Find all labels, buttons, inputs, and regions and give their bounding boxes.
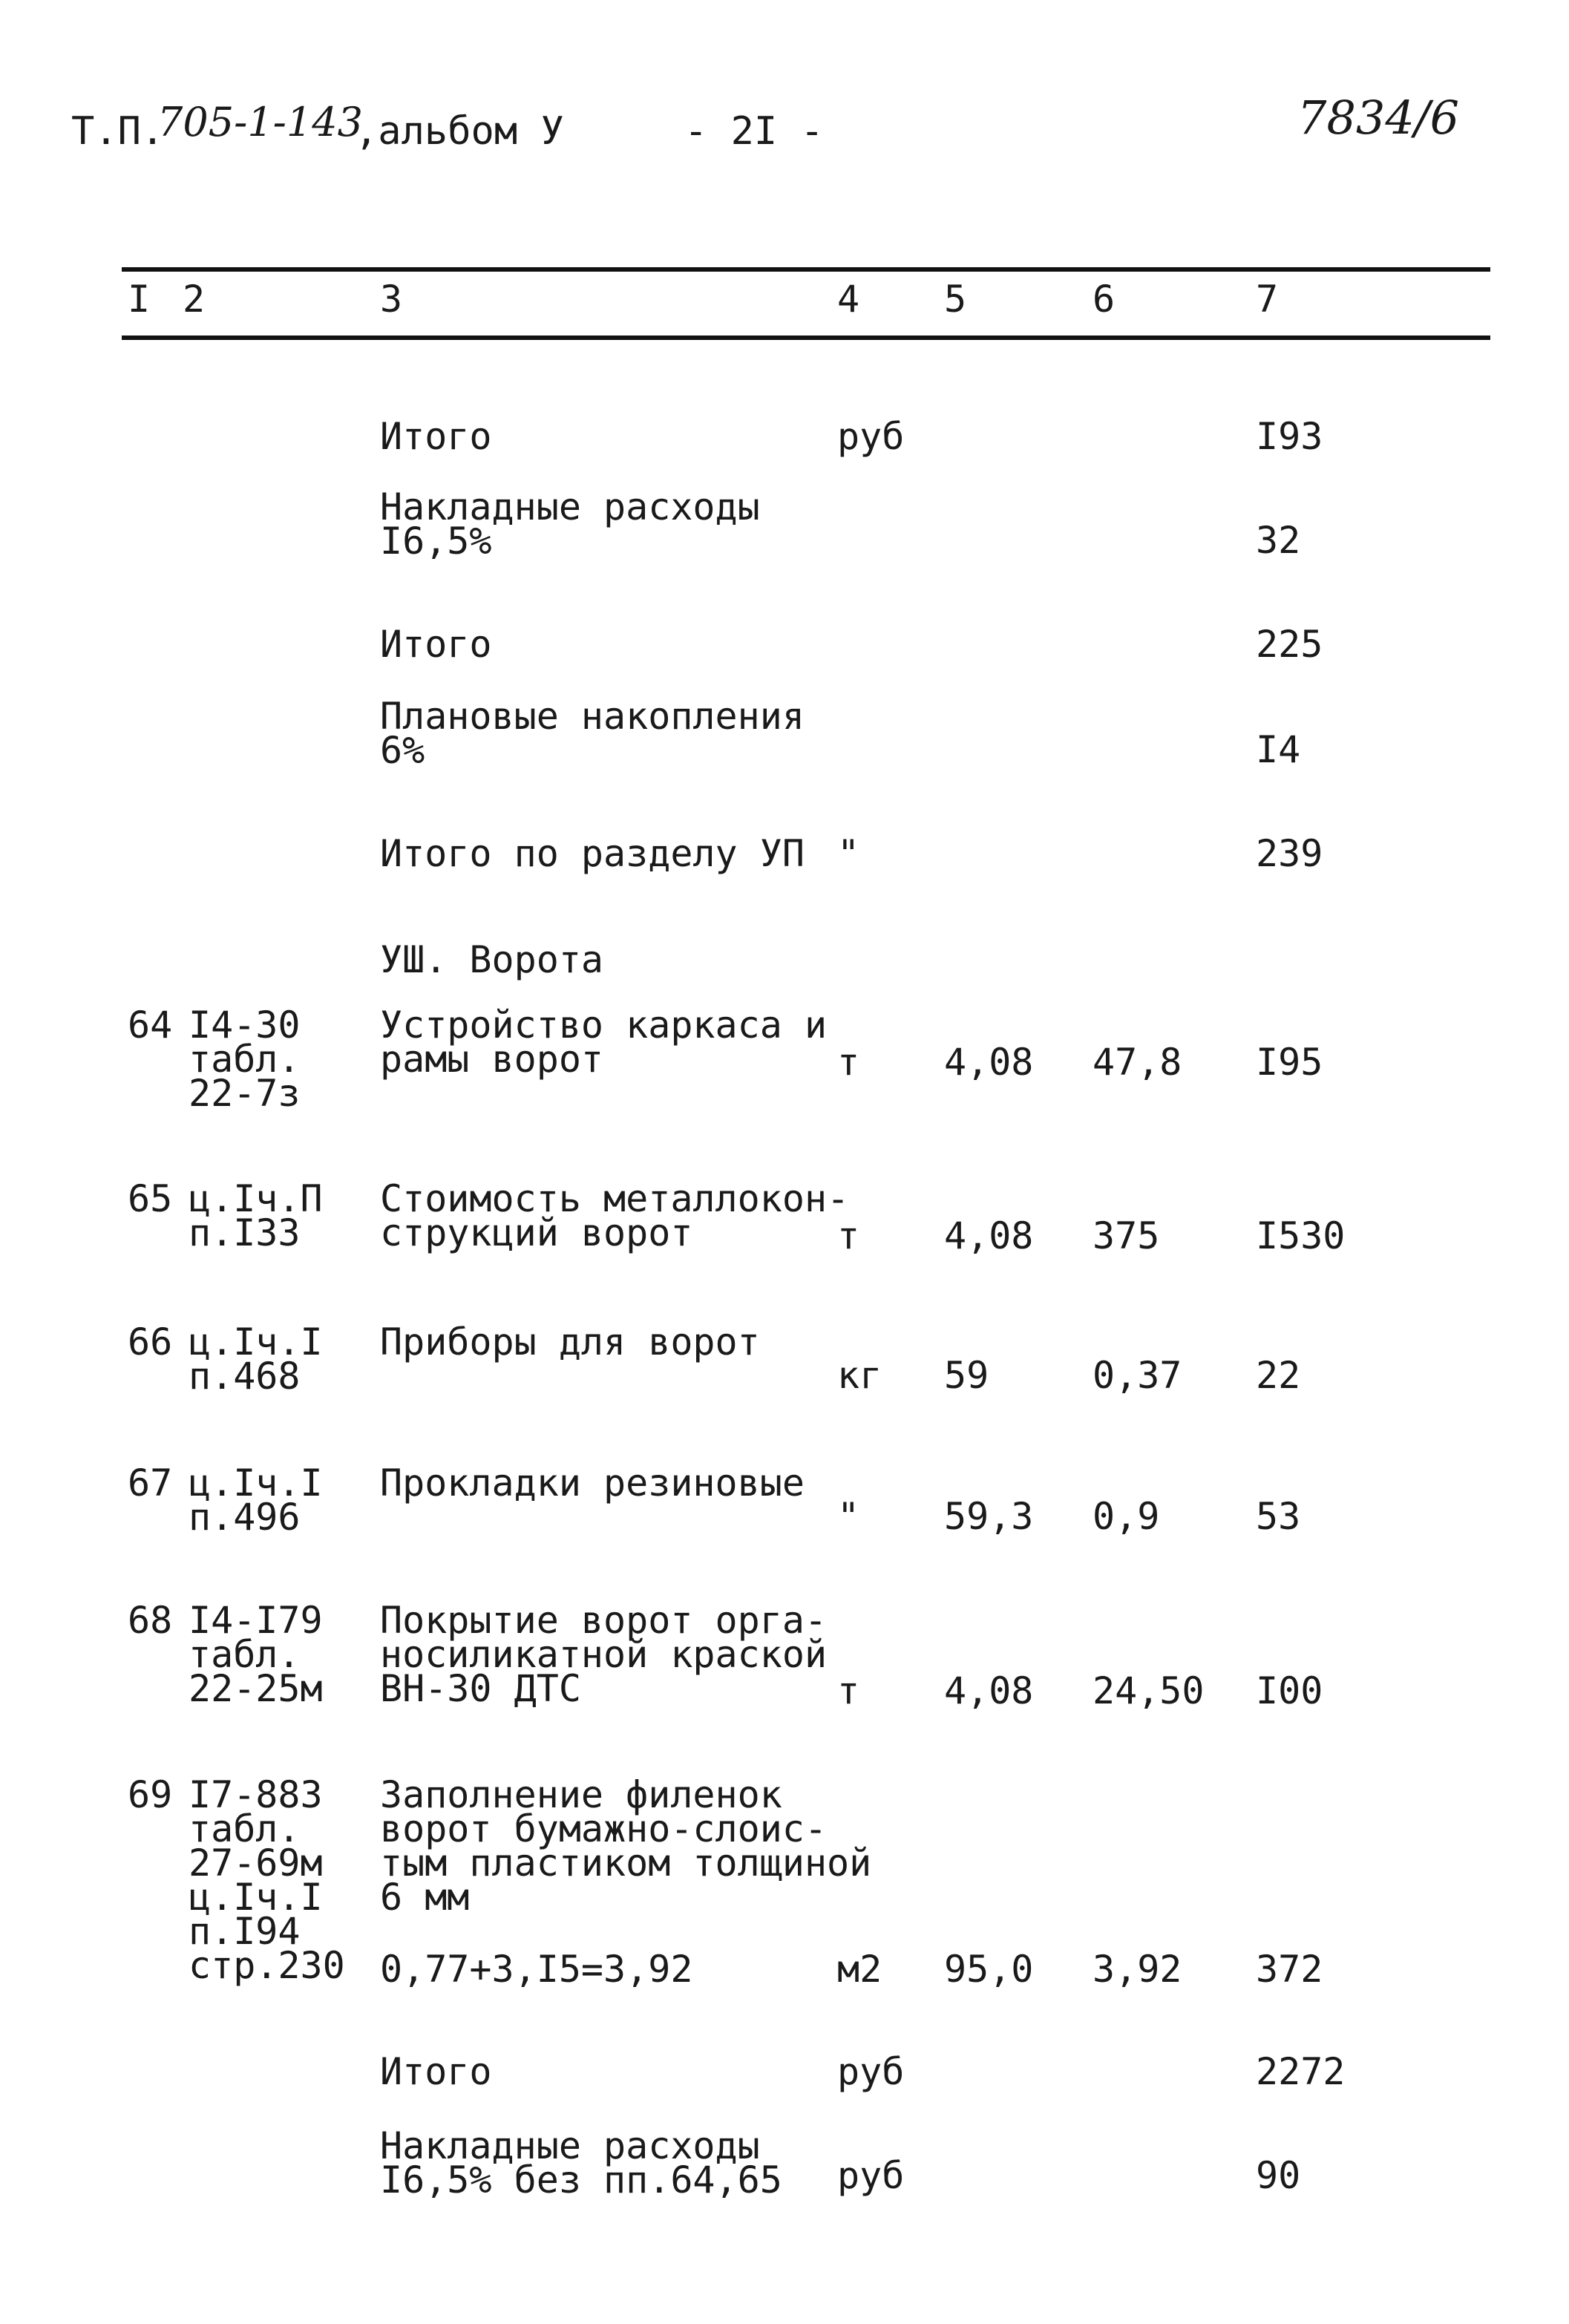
table-cell-name: Приборы для ворот [380, 1320, 760, 1364]
table-cell-name: Заполнение филенок ворот бумажно-слоис- тым пластиком толщиной 6 мм [380, 1773, 872, 1919]
table-cell-total: 225 [1256, 623, 1323, 666]
table-cell-total: 2272 [1256, 2050, 1346, 2093]
table-cell-unit: т [837, 1214, 860, 1257]
table-cell-name: Плановые накопления 6% [380, 695, 805, 772]
table-cell-price: 375 [1093, 1214, 1160, 1257]
table-cell-unit: руб [837, 415, 905, 458]
column-header-3: 3 [380, 278, 403, 321]
table-cell-no: 68 [128, 1599, 173, 1642]
table-cell-total: I95 [1256, 1041, 1323, 1084]
table-cell-code: ц.Iч.I п.468 [189, 1320, 323, 1398]
table-cell-name: Итого по разделу УП [380, 832, 805, 875]
header-tp-prefix: Т.П. [71, 109, 165, 154]
table-cell-name: Прокладки резиновые [380, 1461, 805, 1505]
table-cell-code: ц.Iч.I п.496 [189, 1461, 323, 1539]
table-cell-unit: м2 [837, 1948, 882, 1991]
table-cell-price: 3,92 [1093, 1948, 1182, 1991]
column-header-7: 7 [1256, 278, 1279, 321]
table-cell-name: Итого [380, 2050, 492, 2093]
table-cell-total: 53 [1256, 1495, 1301, 1538]
page-number: - 2I - [684, 109, 824, 154]
table-cell-unit: руб [837, 2050, 905, 2093]
table-cell-name: УШ. Ворота [380, 938, 604, 981]
table-cell-name: Накладные расходы I6,5% [380, 485, 760, 563]
table-cell-name: 0,77+3,I5=3,92 [380, 1948, 693, 1991]
table-cell-total: 22 [1256, 1354, 1301, 1397]
table-cell-code: I4-I79 табл. 22-25м [189, 1599, 323, 1710]
column-header-5: 5 [944, 278, 967, 321]
table-cell-qty: 4,08 [944, 1669, 1034, 1712]
header-album: ,альбом У [355, 109, 564, 154]
table-cell-unit: " [837, 1495, 860, 1538]
table-cell-price: 47,8 [1093, 1041, 1182, 1084]
table-cell-qty: 4,08 [944, 1041, 1034, 1084]
table-cell-total: I530 [1256, 1214, 1346, 1257]
table-header-rule [122, 335, 1490, 340]
table-cell-total: I4 [1256, 728, 1301, 771]
table-cell-no: 67 [128, 1461, 173, 1505]
table-cell-unit: кг [837, 1354, 882, 1397]
table-cell-name: Накладные расходы I6,5% без пп.64,65 [380, 2124, 782, 2202]
table-cell-code: ц.Iч.П п.I33 [189, 1177, 323, 1254]
table-cell-total: I93 [1256, 415, 1323, 458]
table-cell-total: 90 [1256, 2154, 1301, 2197]
table-cell-code: I7-883 табл. 27-69м ц.Iч.I п.I94 стр.230 [189, 1773, 345, 1987]
table-cell-name: Итого [380, 415, 492, 458]
table-cell-unit: " [837, 832, 860, 875]
table-cell-no: 69 [128, 1773, 173, 1816]
table-cell-unit: руб [837, 2154, 905, 2197]
table-cell-total: 239 [1256, 832, 1323, 875]
column-header-2: 2 [183, 278, 206, 321]
table-cell-name: Стоимость металлокон- струкций ворот [380, 1177, 850, 1254]
table-cell-name: Покрытие ворот орга- носиликатной краской ВН-30 ДТС [380, 1599, 828, 1710]
table-cell-name: Устройство каркаса и рамы ворот [380, 1004, 828, 1081]
table-cell-total: 32 [1256, 519, 1301, 562]
table-cell-no: 66 [128, 1320, 173, 1364]
column-header-4: 4 [837, 278, 860, 321]
table-cell-price: 0,9 [1093, 1495, 1160, 1538]
corner-code: 7834/6 [1297, 91, 1460, 145]
table-cell-unit: т [837, 1669, 860, 1712]
table-cell-qty: 59 [944, 1354, 989, 1397]
table-cell-qty: 95,0 [944, 1948, 1034, 1991]
header-tp-number: 705-1-143 [157, 99, 363, 145]
table-cell-price: 24,50 [1093, 1669, 1205, 1712]
table-cell-code: I4-30 табл. 22-7з [189, 1004, 301, 1115]
column-header-1: I [128, 278, 151, 321]
table-cell-total: 372 [1256, 1948, 1323, 1991]
table-cell-price: 0,37 [1093, 1354, 1182, 1397]
column-header-6: 6 [1093, 278, 1116, 321]
table-cell-qty: 4,08 [944, 1214, 1034, 1257]
table-cell-no: 65 [128, 1177, 173, 1220]
table-cell-unit: т [837, 1041, 860, 1084]
table-cell-name: Итого [380, 623, 492, 666]
table-cell-total: I00 [1256, 1669, 1323, 1712]
table-top-rule [122, 267, 1490, 272]
table-cell-no: 64 [128, 1004, 173, 1047]
table-cell-qty: 59,3 [944, 1495, 1034, 1538]
